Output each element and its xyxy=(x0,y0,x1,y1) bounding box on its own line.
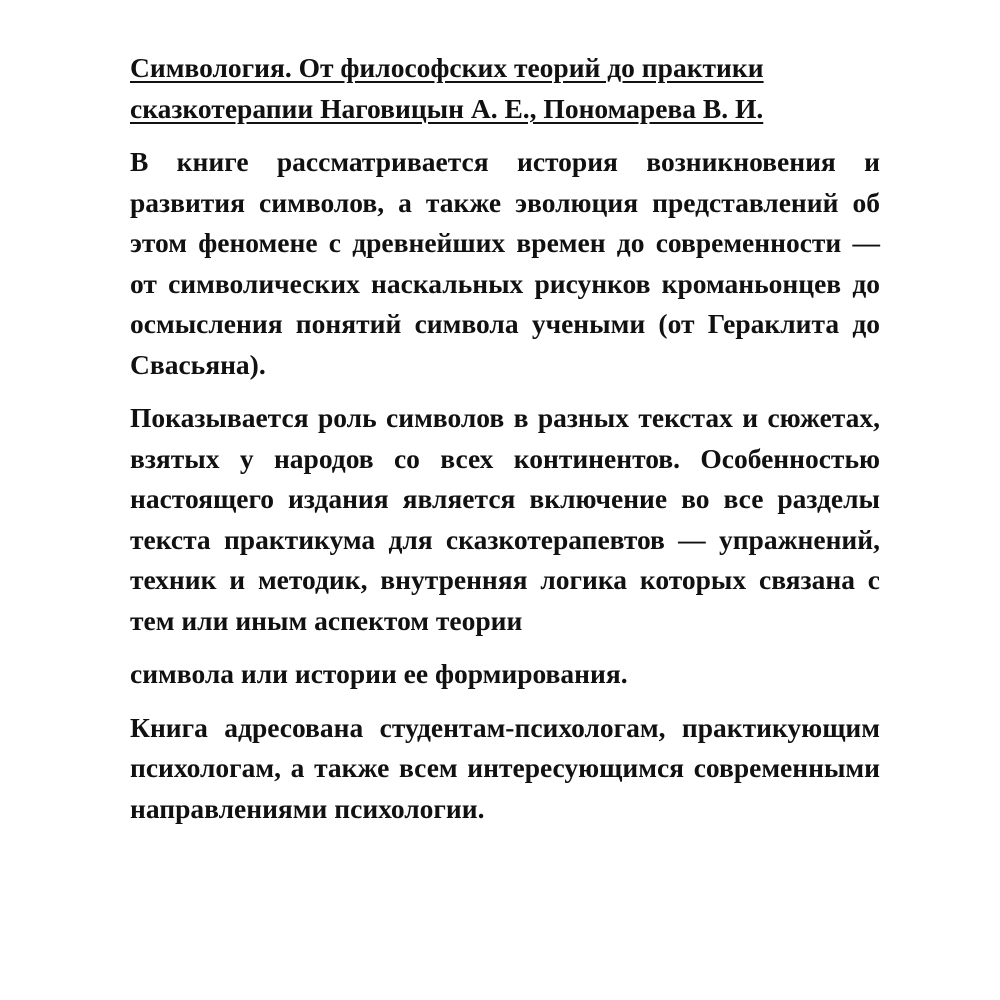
paragraph-symbols-role: Показывается роль символов в разных текстах и сюжетах, взятых у народов со всех континентов. Особенностью настоящего издания является включение во все разделы текста практикума для сказкотерапевтов — упражнений, техник и методик, внутренняя логика которых связана с тем или иным аспектом теории xyxy=(130,402,880,636)
document-page xyxy=(130,48,880,842)
document-title: Симвология. От философских теорий до практики сказкотерапии Наговицын А. Е., Пономарева В. И. xyxy=(130,52,764,124)
paragraph-intro: В книге рассматривается история возникновения и развития символов, а также эволюция представлений об этом феномене с древнейших времен до современности — от символических наскальных рисунков кроманьонцев до осмысления понятий символа учеными (от Гераклита до Свасьяна). xyxy=(130,146,880,380)
paragraph-continuation: символа или истории ее формирования. xyxy=(130,658,628,689)
paragraph-audience: Книга адресована студентам-психологам, практикующим психологам, а также всем интересующимся современными направлениями психологии. xyxy=(130,711,880,824)
